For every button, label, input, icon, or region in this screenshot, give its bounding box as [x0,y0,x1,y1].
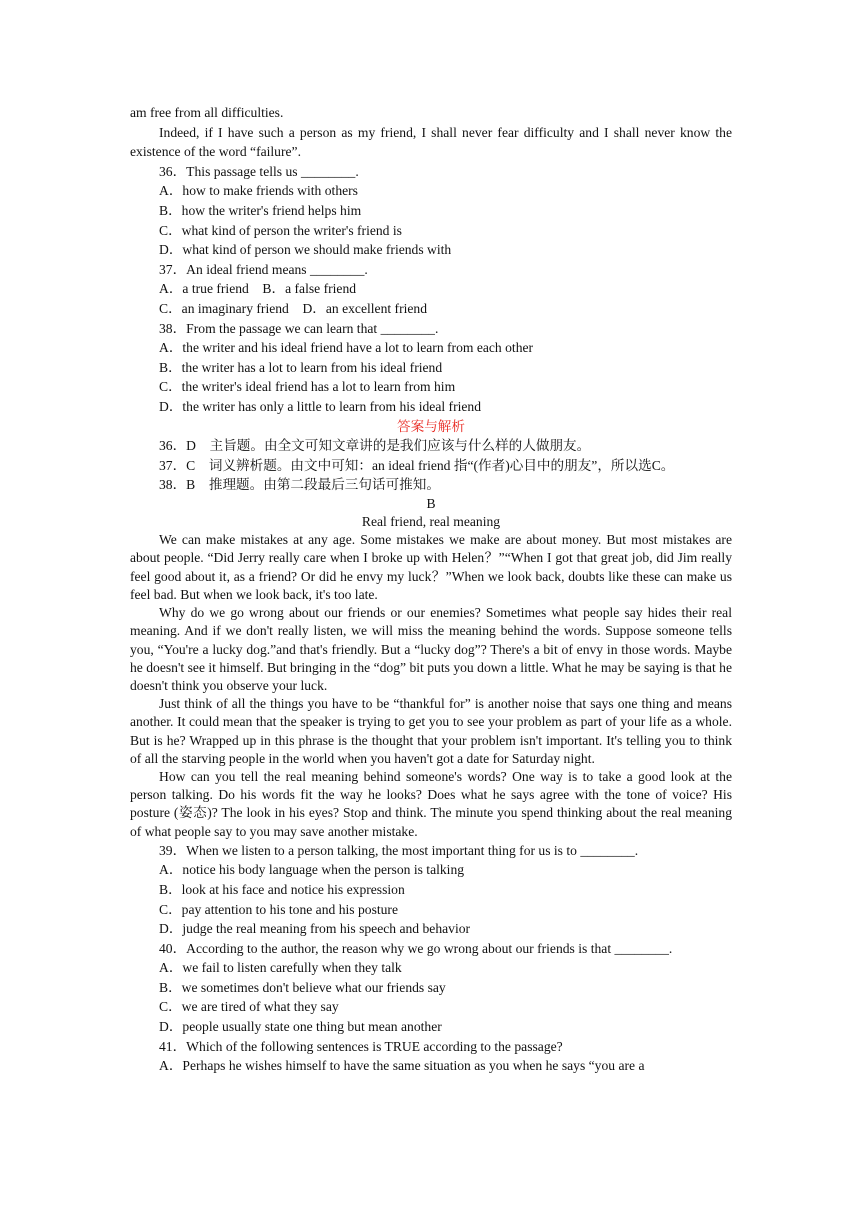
option: C．an imaginary friend D．an excellent friend [159,300,428,316]
question-stem: 40．According to the author, the reason why we go wrong about our friends is that ________. [159,940,673,956]
answer-37: 37．C 词义辨析题。由文中可知：an ideal friend 指“(作者)心目中的朋友”，所以选C。 [159,457,675,473]
passage-b-paragraph: Why do we go wrong about our friends or our enemies? Sometimes what people say hides their real meaning. And if we don't really listen, we will miss the meaning behind the words. Suppose someone tells you, “You're a lucky dog.”and that's friendly. But a “lucky dog”? There's a bit of envy in those words. Maybe he doesn't see it himself. But bringing in the “dog” bit puts you down a little. What he may be saying is that he doesn't think you observe your luck. [130,605,732,693]
passage-b-paragraph: Just think of all the things you have to be “thankful for” is another noise that says one thing and means another. It could mean that the speaker is trying to get you to see your problem as part of your life as a whole. But is he? Wrapped up in this phrase is the thought that your problem isn't important. It's telling you to think of all the starving people in the world when you haven't got a date for Saturday night. [130,696,732,766]
option: A．we fail to listen carefully when they talk [159,960,402,976]
question-stem: 38．From the passage we can learn that ________. [159,320,439,336]
passage-a-last-paragraph: Indeed, if I have such a person as my friend, I shall never fear difficulty and I shall never know the existence of the word “failure”. [130,124,732,160]
option: B．the writer has a lot to learn from his ideal friend [159,359,443,375]
question-37 [130,260,732,319]
option: A．the writer and his ideal friend have a lot to learn from each other [159,340,534,356]
answers-heading: 答案与解析 [397,418,465,434]
option: D．the writer has only a little to learn from his ideal friend [159,398,482,414]
passage-a-tail-line: am free from all difficulties. [130,105,284,120]
passage-b-paragraph: We can make mistakes at any age. Some mistakes we make are about money. But most mistakes are about people. “Did Jerry really care when I broke up with Helen？”“When I got that great job, did Jim really feel good about it, as a friend? Or did he envy my luck？”When we look back, doubts like these can make us feel bad. But when we look back, it's too late. [130,532,732,602]
option: D．judge the real meaning from his speech and behavior [159,921,471,937]
passage-b-paragraph: How can you tell the real meaning behind someone's words? One way is to take a good look at the person talking. Do his words fit the way he looks? Does what he says agree with the tone of voice? His posture (姿态)? The look in his eyes? Stop and think. The minute you spend thinking about the real meaning of what people say to you may save another mistake. [130,768,732,839]
question-stem: 36．This passage tells us ________. [159,163,359,179]
option: A．a true friend B．a false friend [159,281,357,297]
question-39 [130,841,732,939]
option: A．notice his body language when the person is talking [159,862,465,878]
option: C．we are tired of what they say [159,999,339,1015]
passage-b-title: Real friend, real meaning [361,514,501,530]
passage-b-label: B [426,495,436,511]
option: B．look at his face and notice his expression [159,881,405,897]
option: A．Perhaps he wishes himself to have the same situation as you when he says “you are a [159,1058,645,1074]
option: C．the writer's ideal friend has a lot to learn from him [159,379,456,395]
answer-38: 38．B 推理题。由第二段最后三句话可推知。 [159,477,440,493]
option: C．pay attention to his tone and his posture [159,901,398,917]
question-stem: 41．Which of the following sentences is TRUE according to the passage? [159,1038,563,1054]
option: A．how to make friends with others [159,183,358,199]
question-40 [130,939,732,1037]
question-stem: 37．An ideal friend means ________. [159,261,368,277]
question-36 [130,162,732,260]
question-41 [130,1037,732,1076]
answer-36: 36．D 主旨题。由全文可知文章讲的是我们应该与什么样的人做朋友。 [159,438,591,454]
option: D．what kind of person we should make friends with [159,242,452,258]
question-stem: 39．When we listen to a person talking, the most important thing for us is to ________. [159,842,639,858]
document-page [130,103,732,1076]
question-38 [130,319,732,417]
option: D．people usually state one thing but mean another [159,1019,442,1035]
option: C．what kind of person the writer's friend is [159,222,402,238]
option: B．we sometimes don't believe what our friends say [159,979,446,995]
option: B．how the writer's friend helps him [159,202,362,218]
